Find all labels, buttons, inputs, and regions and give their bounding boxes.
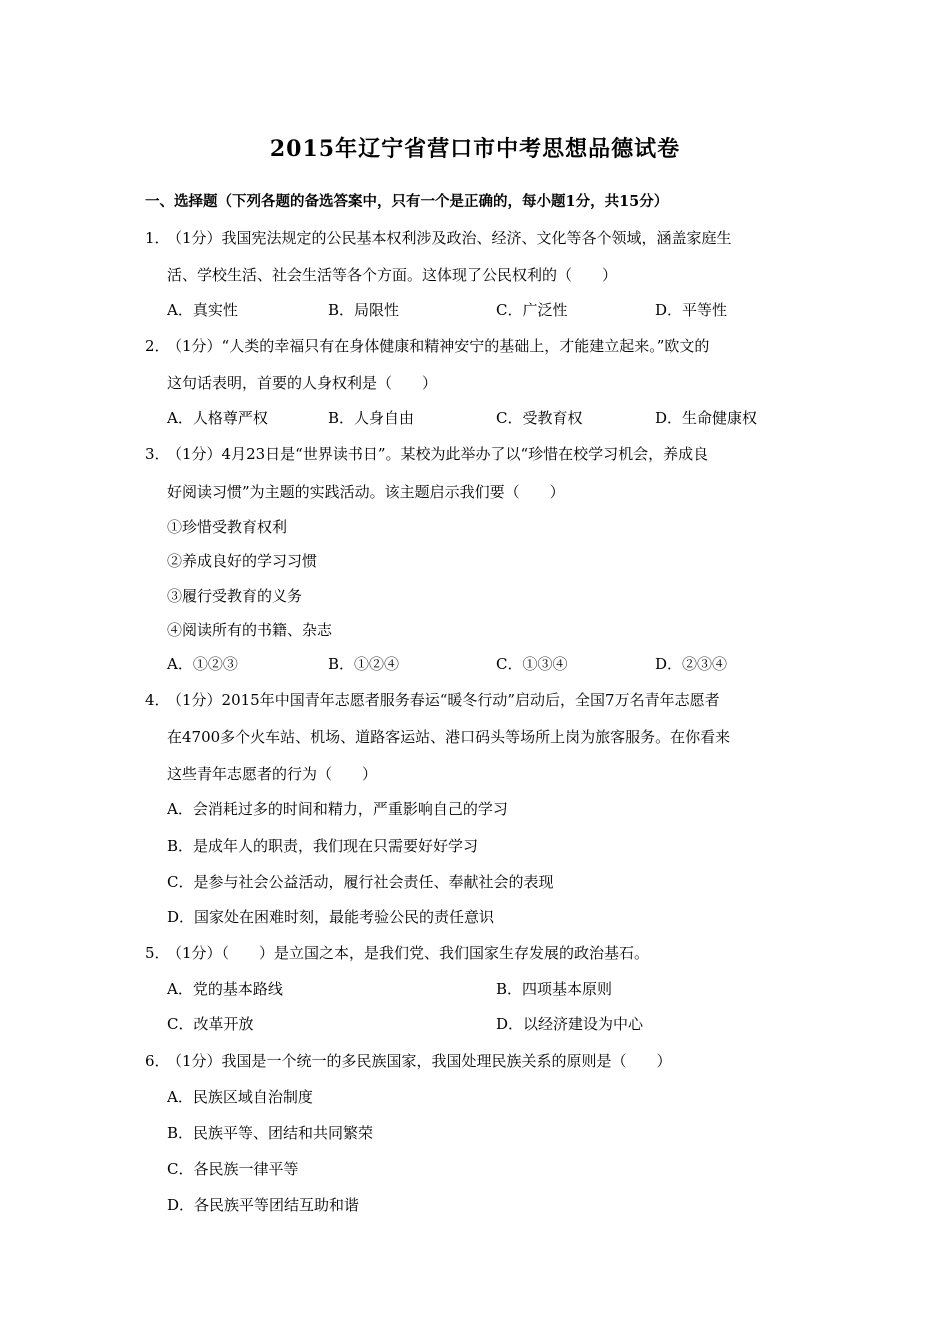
list-item: ④阅读所有的书籍、杂志 (167, 621, 333, 639)
section-heading: 一、选择题（下列各题的备选答案中，只有一个是正确的，每小题1分，共15分） (145, 193, 669, 210)
option-c: C．改革开放 (167, 1015, 254, 1033)
question-text-line: 活、学校生活、社会生活等各个方面。这体现了公民权利的（ ） (167, 266, 618, 284)
option-c: C．①③④ (496, 655, 568, 673)
question-1 (145, 228, 732, 248)
option-a: A．民族区域自治制度 (167, 1088, 313, 1106)
question-number: 2． (145, 337, 170, 355)
list-item: ①珍惜受教育权利 (167, 518, 288, 536)
question-text-line: （1分）（ ）是立国之本，是我们党、我们国家生存发展的政治基石。 (167, 944, 650, 962)
question-text-line: （1分）“人类的幸福只有在身体健康和精神安宁的基础上，才能建立起来。”欧文的 (167, 337, 710, 355)
option-c: C．是参与社会公益活动，履行社会责任、奉献社会的表现 (167, 873, 554, 891)
option-a: A．会消耗过多的时间和精力，严重影响自己的学习 (167, 800, 508, 818)
question-text-line: （1分）我国宪法规定的公民基本权利涉及政治、经济、文化等各个领域，涵盖家庭生 (167, 229, 732, 247)
page-title: 2015年辽宁省营口市中考思想品德试卷 (269, 136, 681, 162)
question-text-line: 好阅读习惯”为主题的实践活动。该主题启示我们要（ ） (167, 483, 565, 501)
option-d: D．各民族平等团结互助和谐 (167, 1196, 360, 1214)
option-c: C．各民族一律平等 (167, 1160, 299, 1178)
question-5 (145, 943, 649, 963)
option-d: D．以经济建设为中心 (496, 1015, 644, 1033)
question-number: 5． (145, 944, 170, 962)
question-number: 4． (145, 691, 170, 709)
option-c: C．广泛性 (496, 301, 568, 319)
question-text-line: 在4700多个火车站、机场、道路客运站、港口码头等场所上岗为旅客服务。在你看来 (167, 728, 731, 746)
question-3 (145, 444, 708, 464)
option-b: B．局限性 (328, 301, 400, 319)
question-number: 3． (145, 445, 170, 463)
question-text-line: （1分）我国是一个统一的多民族国家，我国处理民族关系的原则是（ ） (167, 1052, 672, 1070)
option-d: D．生命健康权 (655, 409, 758, 427)
question-text-line: （1分）2015年中国青年志愿者服务春运“暖冬行动”启动后，全国7万名青年志愿者 (167, 691, 720, 709)
question-text-line: （1分）4月23日是“世界读书日”。某校为此举办了以“珍惜在校学习机会，养成良 (167, 445, 709, 463)
option-b: B．人身自由 (328, 409, 415, 427)
option-a: A．真实性 (167, 301, 238, 319)
question-text-line: 这些青年志愿者的行为（ ） (167, 765, 378, 783)
option-d: D．平等性 (655, 301, 728, 319)
option-b: B．是成年人的职责，我们现在只需要好好学习 (167, 837, 479, 855)
question-2 (145, 336, 709, 356)
question-4 (145, 690, 720, 710)
question-number: 1． (145, 229, 170, 247)
option-c: C．受教育权 (496, 409, 583, 427)
question-text-line: 这句话表明，首要的人身权利是（ ） (167, 374, 438, 392)
option-a: A．人格尊严权 (167, 409, 268, 427)
option-a: A．①②③ (167, 655, 238, 673)
option-d: D．国家处在困难时刻，最能考验公民的责任意识 (167, 908, 495, 926)
option-b: B．四项基本原则 (496, 980, 613, 998)
list-item: ③履行受教育的义务 (167, 587, 303, 605)
option-b: B．①②④ (328, 655, 400, 673)
question-6 (145, 1051, 672, 1071)
option-b: B．民族平等、团结和共同繁荣 (167, 1124, 374, 1142)
option-d: D．②③④ (655, 655, 728, 673)
question-number: 6． (145, 1052, 170, 1070)
option-a: A．党的基本路线 (167, 980, 283, 998)
list-item: ②养成良好的学习习惯 (167, 552, 318, 570)
